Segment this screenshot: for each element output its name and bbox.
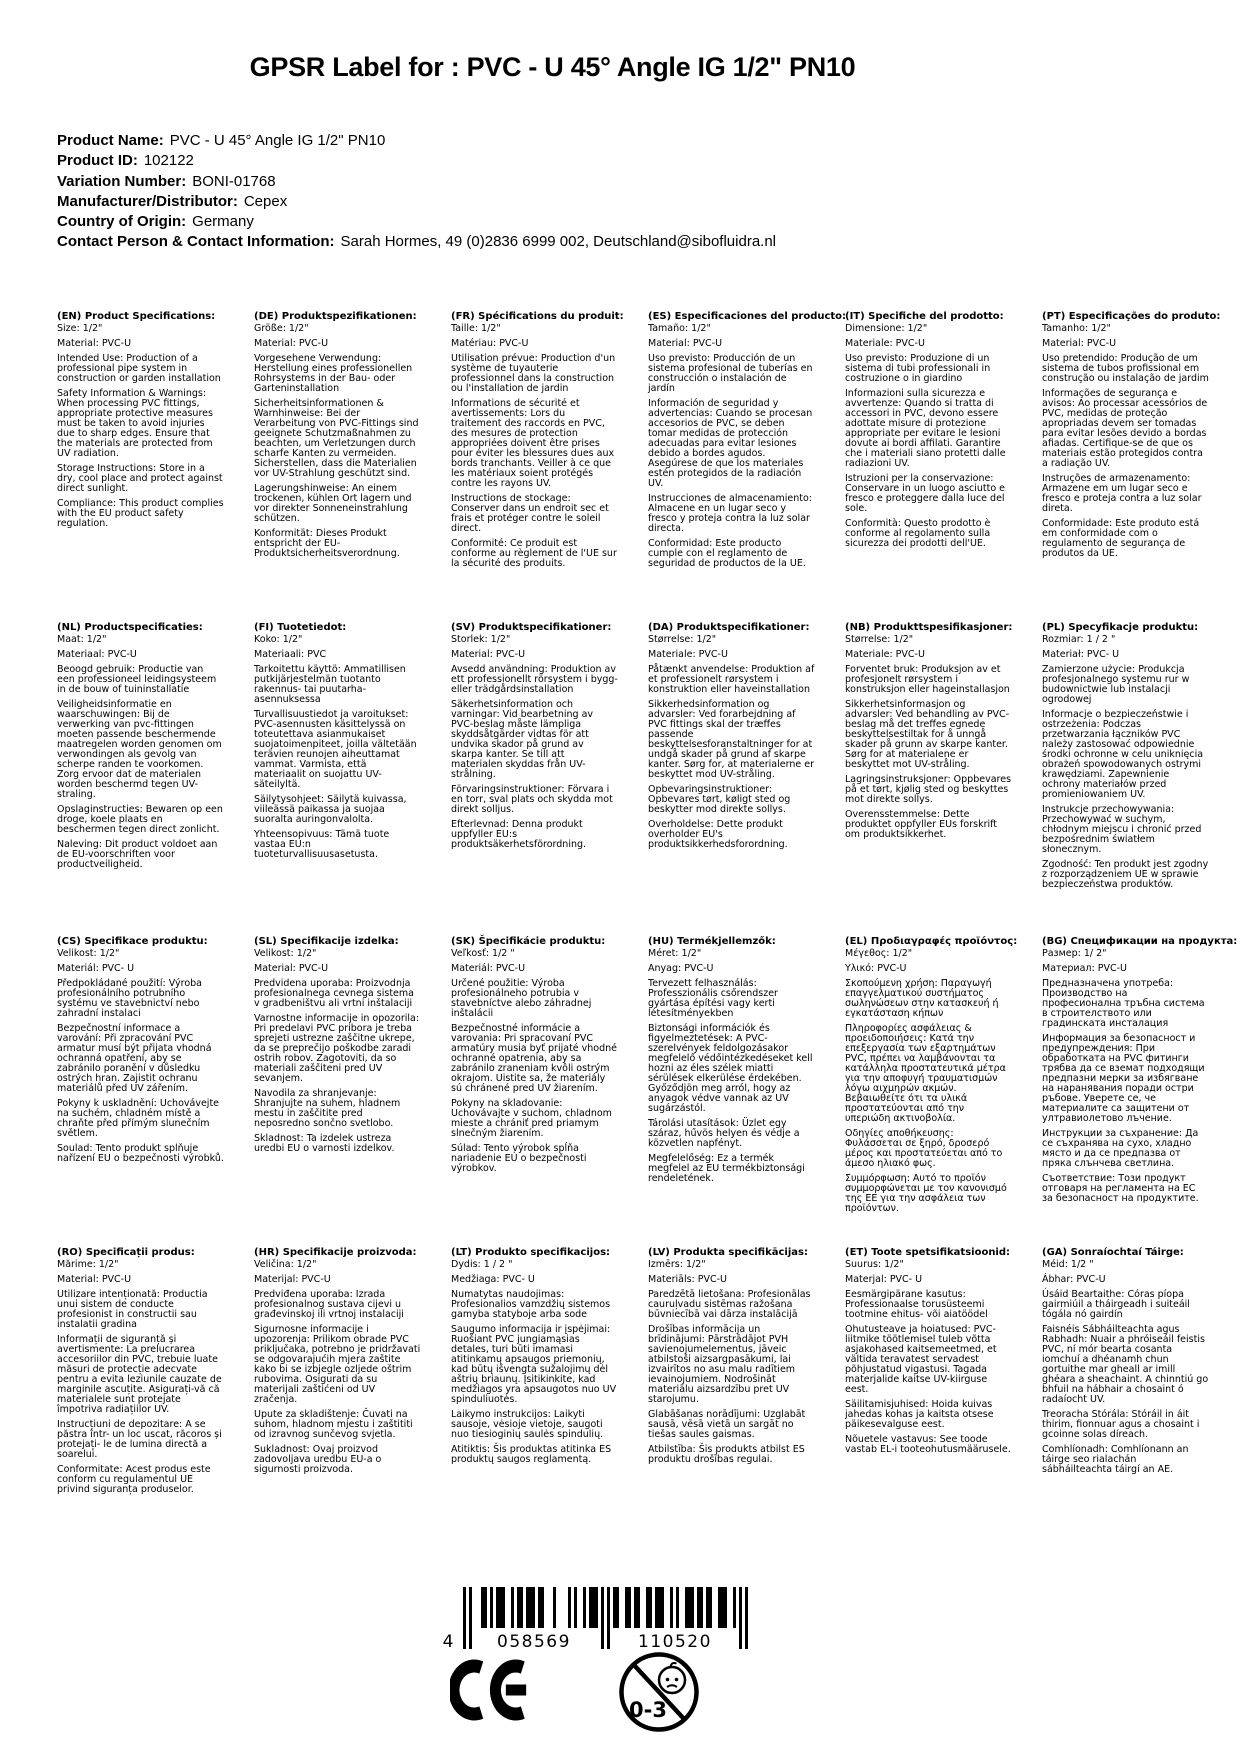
spec-paragraph: Materijal: PVC-U [254,1274,331,1285]
spec-paragraph: Material: PVC-U [451,649,526,660]
spec-block-hr [254,1247,421,1500]
spec-block-title: (LT) Produkto specifikacijos: [451,1247,611,1258]
spec-paragraph: Koko: 1/2" [254,634,303,645]
spec-block-title: (SK) Špecifikácie produktu: [451,936,606,947]
spec-paragraph: Sikkerhetsinformasjon og advarsler: Ved behandling av PVC-beslag må det treffes egnede beskyttelsestiltak for å unngå skader på grunn av skarpe kanter. Sørg for at materialene er beskyttet mot UV-stråling. [845,699,1010,770]
spec-paragraph: Größe: 1/2" [254,323,309,334]
spec-paragraph: Určené použitie: Výroba profesionálneho potrubia v stavebníctve alebo záhradnej inštalácii [451,978,592,1019]
spec-paragraph: Material: PVC-U [648,338,723,349]
spec-paragraph: Forventet bruk: Produksjon av et profesjonelt rørsystem i konstruksjon eller hageinstallasjon [845,664,1010,695]
spec-block-et [845,1247,1012,1500]
spec-paragraph: Instrucțiuni de depozitare: A se păstra într- un loc uscat, răcoros și protejați- le de lumina directă a soarelui. [57,1419,222,1460]
spec-paragraph: Tervezett felhasználás: Professzionális csőrendszer gyártása építési vagy kerti létesítményekben [648,978,778,1019]
spec-paragraph: Säkerhetsinformation och varningar: Vid bearbetning av PVC-beslag måste lämpliga skyddsåtgärder vidtas för att undvika skador på grund av skarpa kanter. Se till att materialen skyddas från UV-strålning. [451,699,594,780]
spec-paragraph: Rozmiar: 1 / 2 " [1042,634,1116,645]
spec-paragraph: Anyag: PVC-U [648,963,714,974]
spec-block-title: (FI) Tuotetiedot: [254,622,347,633]
spec-paragraph: Nõuetele vastavus: See toode vastab EL-i tooteohutusmäärusele. [845,1434,1011,1455]
spec-paragraph: Predviđena uporaba: Izrada profesionalnog sustava cijevi u građevinskoj ili vrtnoj instalaciji [254,1289,404,1320]
age-warning-text: 0-3 [629,1698,667,1722]
spec-paragraph: Overensstemmelse: Dette produktet oppfyller EUs forskrift om produktsikkerhet. [845,809,998,840]
spec-paragraph: Treoracha Stórála: Stóráil in áit thirim, fionnuar agus a chosaint i gcoinne solas díreach. [1042,1409,1200,1440]
spec-paragraph: Lagringsinstruksjoner: Oppbevares på et tørt, kjølig sted og beskyttes mot direkte sollys. [845,774,1012,805]
spec-paragraph: Suurus: 1/2" [845,1259,904,1270]
spec-paragraph: Matériau: PVC-U [451,338,529,349]
spec-block-pl [1042,622,1209,936]
spec-paragraph: Skladnost: Ta izdelek ustreza uredbi EU o varnosti izdelkov. [254,1133,395,1154]
spec-block-da [648,622,815,936]
spec-paragraph: Materiál: PVC-U [451,963,526,974]
spec-paragraph: Σκοπούμενη χρήση: Παραγωγή επαγγελματικού συστήματος σωληνώσεων στην κατασκευή ή εγκατάσταση κήπων [845,978,999,1019]
spec-block-lv [648,1247,815,1500]
spec-paragraph: Méret: 1/2" [648,948,702,959]
spec-block-title: (ES) Especificaciones del producto: [648,311,847,322]
spec-block-pt [1042,311,1221,622]
product-id-label: Product ID: [57,152,138,170]
spec-paragraph: Säilitamisjuhised: Hoida kuivas jahedas kohas ja kaitsta otsese päikesevalguse eest. [845,1399,994,1430]
spec-block-nl [57,622,224,936]
spec-paragraph: Instrukcje przechowywania: Przechowywać w suchym, chłodnym miejscu i chronić przed bezpośrednim światłem słonecznym. [1042,804,1202,855]
spec-paragraph: Súlad: Tento výrobok spĺňa nariadenie EÚ o bezpečnosti výrobkov. [451,1143,587,1174]
spec-block-nb [845,622,1012,936]
spec-paragraph: Veličina: 1/2" [254,1259,317,1270]
spec-paragraph: Compliance: This product complies with the EU product safety regulation. [57,498,224,529]
spec-paragraph: Pokyny k uskladnění: Uchovávejte na suchém, chladném místě a chraňte před přímým slunečním světlem. [57,1098,220,1139]
spec-block-bg [1042,936,1238,1247]
spec-paragraph: Konformität: Dieses Produkt entspricht der EU-Produktsicherheitsverordnung. [254,528,400,559]
spec-block-title: (PL) Specyfikacje produktu: [1042,622,1199,633]
country-of-origin-value: Germany [192,213,254,231]
spec-paragraph: Material: PVC-U [57,338,132,349]
spec-paragraph: Instruções de armazenamento: Armazene em um lugar seco e fresco e proteja contra a luz solar direta. [1042,473,1202,514]
spec-paragraph: Informações de segurança e avisos: Ao processar acessórios de PVC, medidas de proteção apropriadas devem ser tomadas para evitar lesões devido a bordas afiadas. Certifique-se de que os materiais estão protegidos contra a radiação UV. [1042,388,1208,469]
spec-block-el [845,936,1018,1247]
country-of-origin-label: Country of Origin: [57,213,187,231]
spec-paragraph: Yhteensopivuus: Tämä tuote vastaa EU:n tuoteturvallisuusasetusta. [254,829,390,860]
spec-paragraph: Comhlíonadh: Comhlíonann an táirge seo rialachán sábháilteachta táirgí an AE. [1042,1444,1189,1475]
spec-paragraph: Materiale: PVC-U [845,338,925,349]
spec-paragraph: Materiaal: PVC-U [57,649,137,660]
spec-block-fi [254,622,421,936]
country-of-origin-row [57,212,776,232]
variation-number-row [57,172,776,192]
spec-paragraph: Μέγεθος: 1/2" [845,948,913,959]
spec-block-es [648,311,847,622]
spec-paragraph: Säilytysohjeet: Säilytä kuivassa, viileässä paikassa ja suojaa suoralta auringonvalolta. [254,794,407,825]
spec-paragraph: Material: PVC-U [254,338,329,349]
spec-paragraph: Material: PVC-U [57,1274,132,1285]
spec-paragraph: Medžiaga: PVC- U [451,1274,535,1285]
spec-paragraph: Sigurnosne informacije i upozorenja: Prilikom obrade PVC priključaka, potrebno je pridržavati se odgovarajućih mjera zaštite kako bi se izbjegle ozljede oštrim rubovima. Osigurati da su materijali zaštićeni od UV zračenja. [254,1324,421,1405]
spec-paragraph: Tamaño: 1/2" [648,323,711,334]
spec-block-title: (IT) Specifiche del prodotto: [845,311,1004,322]
spec-paragraph: Conformité: Ce produit est conforme au règlement de l'UE sur la sécurité des produits. [451,538,617,569]
product-name-label: Product Name: [57,132,164,149]
product-name-row [57,131,776,151]
spec-paragraph: Informații de siguranță și avertismente: La prelucrarea accesoriilor din PVC, trebuie luate măsuri de protecție adecvate pentru a evita leziunile cauzate de marginile ascuțite. Asigurați-vă că materialele sunt protejate împotriva radiațiilor UV. [57,1334,222,1415]
spec-paragraph: Utilisation prévue: Production d'un système de tuyauterie professionnel dans la construction ou l'installation de jardin [451,353,616,394]
spec-paragraph: Størrelse: 1/2" [845,634,914,645]
spec-paragraph: Varnostne informacije in opozorila: Pri predelavi PVC pribora je treba sprejeti ustrezne zaščitne ukrepe, da se preprečijo poškodbe zaradi ostrih robov. Zagotoviti, da so materiali zaščiteni pred UV sevanjem. [254,1013,420,1084]
product-info [57,131,776,253]
spec-paragraph: Beoogd gebruik: Productie van een professioneel leidingsysteem in de bouw of tuininstallatie [57,664,217,695]
spec-paragraph: Instrucciones de almacenamiento: Almacene en un lugar seco y fresco y proteja contra la luz solar directa. [648,493,812,534]
spec-paragraph: Påtænkt anvendelse: Produktion af et professionelt rørsystem i konstruktion eller haveinstallation [648,664,815,695]
barcode-right-digits: 110520 [638,1632,712,1652]
spec-block-title: (SL) Specifikacije izdelka: [254,936,399,947]
spec-paragraph: Materiāls: PVC-U [648,1274,728,1285]
spec-paragraph: Mărime: 1/2" [57,1259,119,1270]
product-name-value: PVC - U 45° Angle IG 1/2" PN10 [169,132,386,149]
spec-block-title: (CS) Specifikace produktu: [57,936,208,947]
spec-paragraph: Sukladnost: Ovaj proizvod zadovoljava uredbu EU-a o sigurnosti proizvoda. [254,1444,382,1475]
variation-number-label: Variation Number: [57,172,187,190]
spec-grid [57,311,1238,1500]
spec-block-title: (EN) Product Specifications: [57,311,216,322]
spec-block-title: (DE) Produktspezifikationen: [254,311,417,322]
spec-paragraph: Uso previsto: Producción de un sistema profesional de tuberías en construcción o instalación de jardín [648,353,813,394]
spec-block-fr [451,311,624,622]
spec-paragraph: Avsedd användning: Produktion av ett professionellt rörsystem i bygg- eller trädgårdsinstallation [451,664,618,695]
spec-paragraph: Upute za skladištenje: Čuvati na suhom, hladnom mjestu i zaštititi od izravnog sunčevog svjetla. [254,1409,413,1440]
barcode [437,1583,749,1659]
spec-paragraph: Efterlevnad: Denna produkt uppfyller EU:s produktsäkerhetsförordning. [451,819,587,850]
spec-paragraph: Sikkerhedsinformation og advarsler: Ved forarbejdning af PVC fittings skal der træffes passende beskyttelsesforanstaltninger for at undgå skader på grund af skarpe kanter. Sørg for, at materialerne er beskyttet mod UV-stråling. [648,699,814,780]
spec-paragraph: Faisnéis Sábháilteachta agus Rabhadh: Nuair a phróiseáil feistis PVC, ní mór bearta cosanta iomchuí a dhéanamh chun gortuithe mar gheall ar imill ghéara a sheachaint. A chinntiú go bhfuil na hábhair a chosaint ó radaíocht UV. [1042,1324,1209,1405]
spec-paragraph: Utilizare intenționată: Productia unui sistem de conducte profesionist in constructii sau instalatii gradina [57,1289,208,1330]
spec-block-title: (ET) Toote spetsifikatsioonid: [845,1247,1011,1258]
spec-paragraph: Naleving: Dit product voldoet aan de EU-voorschriften voor productveiligheid. [57,839,218,870]
spec-paragraph: Uso pretendido: Produção de um sistema de tubos profissional em construção ou instalação de jardim [1042,353,1209,384]
spec-block-ro [57,1247,224,1500]
spec-paragraph: Biztonsági információk és figyelmeztetések: A PVC-szerelvények feldolgozásakor megfelelő védőintézkedéseket kell hozni az éles szélek miatti sérülések elkerülése érdekében. Győződjön meg arról, hogy az anyagok védve vannak az UV sugárzástól. [648,1023,813,1114]
spec-paragraph: Atbilstība: Šis produkts atbilst ES produktu drošības regulai. [648,1444,805,1465]
ce-e-bar [506,1685,526,1696]
spec-paragraph: Size: 1/2" [57,323,103,334]
age-warning-icon [617,1650,701,1734]
spec-block-ga [1042,1247,1209,1500]
spec-paragraph: Informazioni sulla sicurezza e avvertenze: Quando si tratta di accessori in PVC, devono essere adottate misure di protezione appropriate per evitare le lesioni dovute ai bordi affilati. Garantire che i materiali siano protetti dalle radiazioni UV. [845,388,1006,469]
spec-paragraph: Navodila za shranjevanje: Shranjujte na suhem, hladnem mestu in zaščitite pred neposredno sončno svetlobo. [254,1088,401,1129]
spec-paragraph: Συμμόρφωση: Αυτό το προϊόν συμμορφώνεται με τον κανονισμό της ΕΕ για την ασφάλεια των προϊόντων. [845,1173,1007,1214]
spec-paragraph: Materiale: PVC-U [648,649,728,660]
spec-paragraph: Maat: 1/2" [57,634,107,645]
spec-block-sl [254,936,421,1247]
spec-block-title: (NL) Productspecificaties: [57,622,203,633]
contact-row [57,232,776,252]
spec-paragraph: Materiale: PVC-U [845,649,925,660]
spec-paragraph: Eesmärgipärane kasutus: Professionaalse torusüsteemi tootmine ehitus- või aiatöödel [845,1289,988,1320]
spec-block-hu [648,936,815,1247]
spec-paragraph: Lagerungshinweise: An einem trockenen, kühlen Ort lagern und vor direkter Sonneneinstrahlung schützen. [254,483,412,524]
spec-paragraph: Veiligheidsinformatie en waarschuwingen: Bij de verwerking van pvc-fittingen moeten passende beschermende maatregelen worden genomen om verwondingen als gevolg van scherpe randen te voorkomen. Zorg ervoor dat de materialen worden beschermd tegen UV-straling. [57,699,222,800]
spec-paragraph: Instructions de stockage: Conserver dans un endroit sec et frais et protéger contre le soleil direct. [451,493,609,534]
spec-block-lt [451,1247,618,1500]
spec-paragraph: Pokyny na skladovanie: Uchovávajte v suchom, chladnom mieste a chrániť pred priamym slnečným žiarením. [451,1098,612,1139]
spec-paragraph: Πληροφορίες ασφάλειας & προειδοποιήσεις: Κατά την επεξεργασία των εξαρτημάτων PVC, πρέπει να λαμβάνονται τα κατάλληλα προστατευτικά μέτρα για την αποφυγή τραυματισμών λόγω αιχμηρών ακμών. Βεβαιωθείτε ότι τα υλικά προστατεύονται από την υπεριώδη ακτινοβολία. [845,1023,1006,1124]
spec-paragraph: Bezpečnostné informácie a varovania: Pri spracovaní PVC armatúry musia byť prijaté vhodné ochranné opatrenia, aby sa zabránilo zraneniam kvôli ostrým okrajom. Uistite sa, že materiály sú chránené pred UV žiarením. [451,1023,618,1094]
spec-paragraph: Taille: 1/2" [451,323,501,334]
spec-paragraph: Материал: PVC-U [1042,963,1127,974]
spec-block-title: (HU) Termékjellemzők: [648,936,776,947]
spec-paragraph: Bezpečnostní informace a varování: Při zpracování PVC armatur musí být přijata vhodná ochranná opatření, aby se zabránilo poranění v důsledku ostrých hran. Zajistit ochranu materiálů před UV zářením. [57,1023,212,1094]
spec-paragraph: Conformidad: Este producto cumple con el reglamento de seguridad de productos de la UE. [648,538,806,569]
spec-paragraph: Drošības informācija un brīdinājumi: Pārstrādājot PVH savienojumelementus, jāveic atbilstoši aizsargpasākumi, lai izvairītos no asu malu radītiem ievainojumiem. Nodrošināt materiālu aizsardzību pret UV starojumu. [648,1324,796,1405]
spec-paragraph: Информация за безопасност и предупреждения: При обработката на PVC фитинги трябва да се вземат подходящи предпазни мерки за избягване на наранявания поради остри ръбове. Уверете се, че материалите са защитени от ултравиолетово лъчение. [1042,1033,1205,1124]
spec-paragraph: Informations de sécurité et avertissements: Lors du traitement des raccords en PVC, des mesures de protection appropriées doivent être prises pour éviter les blessures dues aux bords tranchants. Veiller à ce que les matériaux soient protégés contre les rayons UV. [451,398,615,489]
spec-paragraph: Predvidena uporaba: Proizvodnja profesionalnega cevnega sistema v gradbeništvu ali vrtni inštalaciji [254,978,414,1009]
spec-paragraph: Informacje o bezpieczeństwie i ostrzeżenia: Podczas przetwarzania łączników PVC należy zastosować odpowiednie środki ochronne w celu uniknięcia obrażeń spowodowanych ostrymi krawędziami. Zapewnienie ochrony materiałów przed promieniowaniem UV. [1042,709,1204,800]
spec-paragraph: Información de seguridad y advertencias: Cuando se procesan accesorios de PVC, se deben tomar medidas de protección adecuadas para evitar lesiones debido a bordes agudos. Asegúrese de que los materiales estén protegidos de la radiación UV. [648,398,813,489]
spec-paragraph: Conformità: Questo prodotto è conforme al regolamento sulla sicurezza dei prodotti dell'UE. [845,518,991,549]
spec-paragraph: Opbevaringsinstruktioner: Opbevares tørt, køligt sted og beskytter mod direkte sollys. [648,784,791,815]
ean13-barcode-icon [437,1583,749,1655]
spec-block-title: (PT) Especificações do produto: [1042,311,1221,322]
spec-paragraph: Paredzētā lietošana: Profesionālas cauruļvadu sistēmas ražošana būvniecībā vai dārza instalācijā [648,1289,811,1320]
spec-paragraph: Material: PVC-U [1042,338,1117,349]
spec-paragraph: Atitiktis: Šis produktas atitinka ES produktų saugos reglamentą. [451,1444,612,1465]
barcode-left-digits: 058569 [497,1632,571,1652]
spec-paragraph: Materiał: PVC- U [1042,649,1120,660]
spec-paragraph: Velikost: 1/2" [57,948,120,959]
spec-paragraph: Material: PVC-U [254,963,329,974]
product-id-value: 102122 [143,152,194,170]
ce-mark-icon [450,1659,538,1721]
spec-paragraph: Saugumo informacija ir įspėjimai: Ruošiant PVC jungiamąsias detales, turi būti imamasi atitinkamų apsaugos priemonių, kad būtų išvengta sužalojimų dėl aštrių briaunų. Įsitikinkite, kad medžiagos yra apsaugotos nuo UV spinduliuotės. [451,1324,617,1405]
spec-paragraph: Dydis: 1 / 2 " [451,1259,513,1270]
spec-paragraph: Tarkoitettu käyttö: Ammatillisen putkijärjestelmän tuotanto rakennus- tai puutarha-asennuksessa [254,664,406,705]
spec-paragraph: Soulad: Tento produkt splňuje nařízení EU o bezpečnosti výrobků. [57,1143,224,1164]
spec-paragraph: Инструкции за съхранение: Да се съхранява на сухо, хладно място и да се предпазва от пряка слънчева светлина. [1042,1128,1199,1169]
variation-number-value: BONI-01768 [192,172,276,190]
spec-paragraph: Laikymo instrukcijos: Laikyti sausoje, vėsioje vietoje, saugoti nuo tiesioginių saulės spindulių. [451,1409,604,1440]
spec-paragraph: Izmērs: 1/2" [648,1259,706,1270]
spec-paragraph: Förvaringsinstruktioner: Förvara i en torr, sval plats och skydda mot direkt solljus. [451,784,613,815]
spec-block-title: (HR) Specifikacije proizvoda: [254,1247,417,1258]
spec-paragraph: Ábhar: PVC-U [1042,1274,1106,1285]
spec-paragraph: Zgodność: Ten produkt jest zgodny z rozporządzeniem UE w sprawie bezpieczeństwa produktów. [1042,859,1209,890]
spec-paragraph: Méid: 1/2 " [1042,1259,1094,1270]
spec-paragraph: Tárolási utasítások: Üzlet egy száraz, hűvös helyen és védje a közvetlen napfényt. [648,1118,800,1149]
spec-block-title: (RO) Specificații produs: [57,1247,195,1258]
spec-paragraph: Glabāšanas norādījumi: Uzglabāt sausā, vēsā vietā un sargāt no tiešas saules gaismas. [648,1409,806,1440]
spec-paragraph: Størrelse: 1/2" [648,634,717,645]
spec-paragraph: Materiaali: PVC [254,649,327,660]
spec-paragraph: Zamierzone użycie: Produkcja profesjonalnego systemu rur w budownictwie lub instalacji ogrodowej [1042,664,1190,705]
contact-label: Contact Person & Contact Information: [57,233,335,251]
spec-paragraph: Ohutusteave ja hoiatused: PVC-liitmike töötlemisel tuleb võtta asjakohased kaitsemeetmed, et vältida teravatest servadest põhjustatud vigastusi. Tagada materjalide kaitse UV-kiirguse eest. [845,1324,997,1395]
spec-block-de [254,311,421,622]
spec-block-cs [57,936,224,1247]
spec-paragraph: Safety Information & Warnings: When processing PVC fittings, appropriate protective measures must be taken to avoid injuries due to sharp edges. Ensure that the materials are protected from UV radiation. [57,388,213,459]
spec-paragraph: Uso previsto: Produzione di un sistema di tubi professionali in costruzione o in giardino [845,353,991,384]
spec-block-it [845,311,1012,622]
spec-block-sk [451,936,618,1247]
contact-value: Sarah Hormes, 49 (0)2836 6999 002, Deutschland@sibofluidra.nl [340,233,776,251]
spec-paragraph: Tamanho: 1/2" [1042,323,1111,334]
spec-paragraph: Veľkosť: 1/2 " [451,948,515,959]
spec-block-en [57,311,224,622]
product-id-row [57,151,776,171]
spec-paragraph: Vorgesehene Verwendung: Herstellung eines professionellen Rohrsystems in der Bau- oder Garteninstallation [254,353,413,394]
spec-paragraph: Úsáid Beartaithe: Córas píopa gairmiúil a tháirgeadh i suiteáil tógála nó gairdín [1042,1289,1190,1320]
spec-paragraph: Numatytas naudojimas: Profesionalios vamzdžių sistemos gamyba statyboje arba sode [451,1289,611,1320]
spec-paragraph: Megfelelőség: Ez a termék megfelel az EU termékbiztonsági rendeletének. [648,1153,805,1184]
spec-paragraph: Předpokládané použití: Výroba profesionálního potrubního systému ve stavebnictví nebo zahradní instalaci [57,978,202,1019]
spec-paragraph: Οδηγίες αποθήκευσης: Φυλάσσεται σε ξηρό, δροσερό μέρος και προστατεύεται από το άμεσο ηλιακό φως. [845,1128,1003,1169]
spec-paragraph: Intended Use: Production of a professional pipe system in construction or garden installation [57,353,221,384]
spec-block-sv [451,622,618,936]
manufacturer-row [57,192,776,212]
baby-face-icon [659,1663,685,1693]
spec-paragraph: Υλικό: PVC-U [845,963,907,974]
spec-paragraph: Dimensione: 1/2" [845,323,928,334]
spec-paragraph: Съответствие: Този продукт отговаря на регламента на ЕС за безопасност на продуктите. [1042,1173,1199,1204]
barcode-prefix-digit: 4 [442,1632,454,1652]
spec-paragraph: Materiál: PVC- U [57,963,135,974]
spec-paragraph: Storlek: 1/2" [451,634,511,645]
spec-block-title: (SV) Produktspecifikationer: [451,622,612,633]
manufacturer-value: Cepex [243,192,288,210]
spec-paragraph: Размер: 1/ 2" [1042,948,1107,959]
page-title: GPSR Label for : PVC - U 45° Angle IG 1/2" PN10 [249,52,856,82]
spec-paragraph: Istruzioni per la conservazione: Conservare in un luogo asciutto e fresco e proteggere dalla luce del sole. [845,473,1006,514]
spec-paragraph: Turvallisuustiedot ja varoitukset: PVC-asennusten käsittelyssä on toteutettava asianmukaiset suojatoimenpiteet, joilla vältetään terävien reunojen aiheuttamat vammat. Varmista, että materiaalit on suojattu UV-säteilyltä. [254,709,417,790]
spec-block-title: (FR) Spécifications du produit: [451,311,624,322]
spec-paragraph: Предназначена употреба: Производство на професионална тръбна система в строителството или градинската инсталация [1042,978,1205,1029]
spec-block-title: (NB) Produkttspesifikasjoner: [845,622,1013,633]
spec-paragraph: Opslaginstructies: Bewaren op een droge, koele plaats en beschermen tegen direct zonlicht. [57,804,223,835]
spec-paragraph: Conformitate: Acest produs este conform cu regulamentul UE privind siguranța produselor. [57,1464,211,1495]
manufacturer-label: Manufacturer/Distributor: [57,192,238,210]
spec-block-title: (LV) Produkta specifikācijas: [648,1247,808,1258]
spec-block-title: (BG) Спецификации на продукта: [1042,936,1238,947]
spec-paragraph: Overholdelse: Dette produkt overholder EU's produktsikkerhedsforordning. [648,819,788,850]
spec-block-title: (EL) Προδιαγραφές προϊόντος: [845,936,1018,947]
spec-paragraph: Velikost: 1/2" [254,948,317,959]
spec-block-title: (GA) Sonraíochtaí Táirge: [1042,1247,1184,1258]
spec-paragraph: Sicherheitsinformationen & Warnhinweise: Bei der Verarbeitung von PVC-Fittings sind geeignete Schutzmaßnahmen zu beachten, um Verletzungen durch scharfe Kanten zu vermeiden. Sicherstellen, dass die Materialien vor UV-Strahlung geschützt sind. [254,398,419,479]
spec-paragraph: Conformidade: Este produto está em conformidade com o regulamento de segurança de produtos da UE. [1042,518,1200,559]
spec-paragraph: Storage Instructions: Store in a dry, cool place and protect against direct sunlight. [57,463,223,494]
spec-paragraph: Materjal: PVC- U [845,1274,923,1285]
spec-block-title: (DA) Produktspecifikationer: [648,622,810,633]
